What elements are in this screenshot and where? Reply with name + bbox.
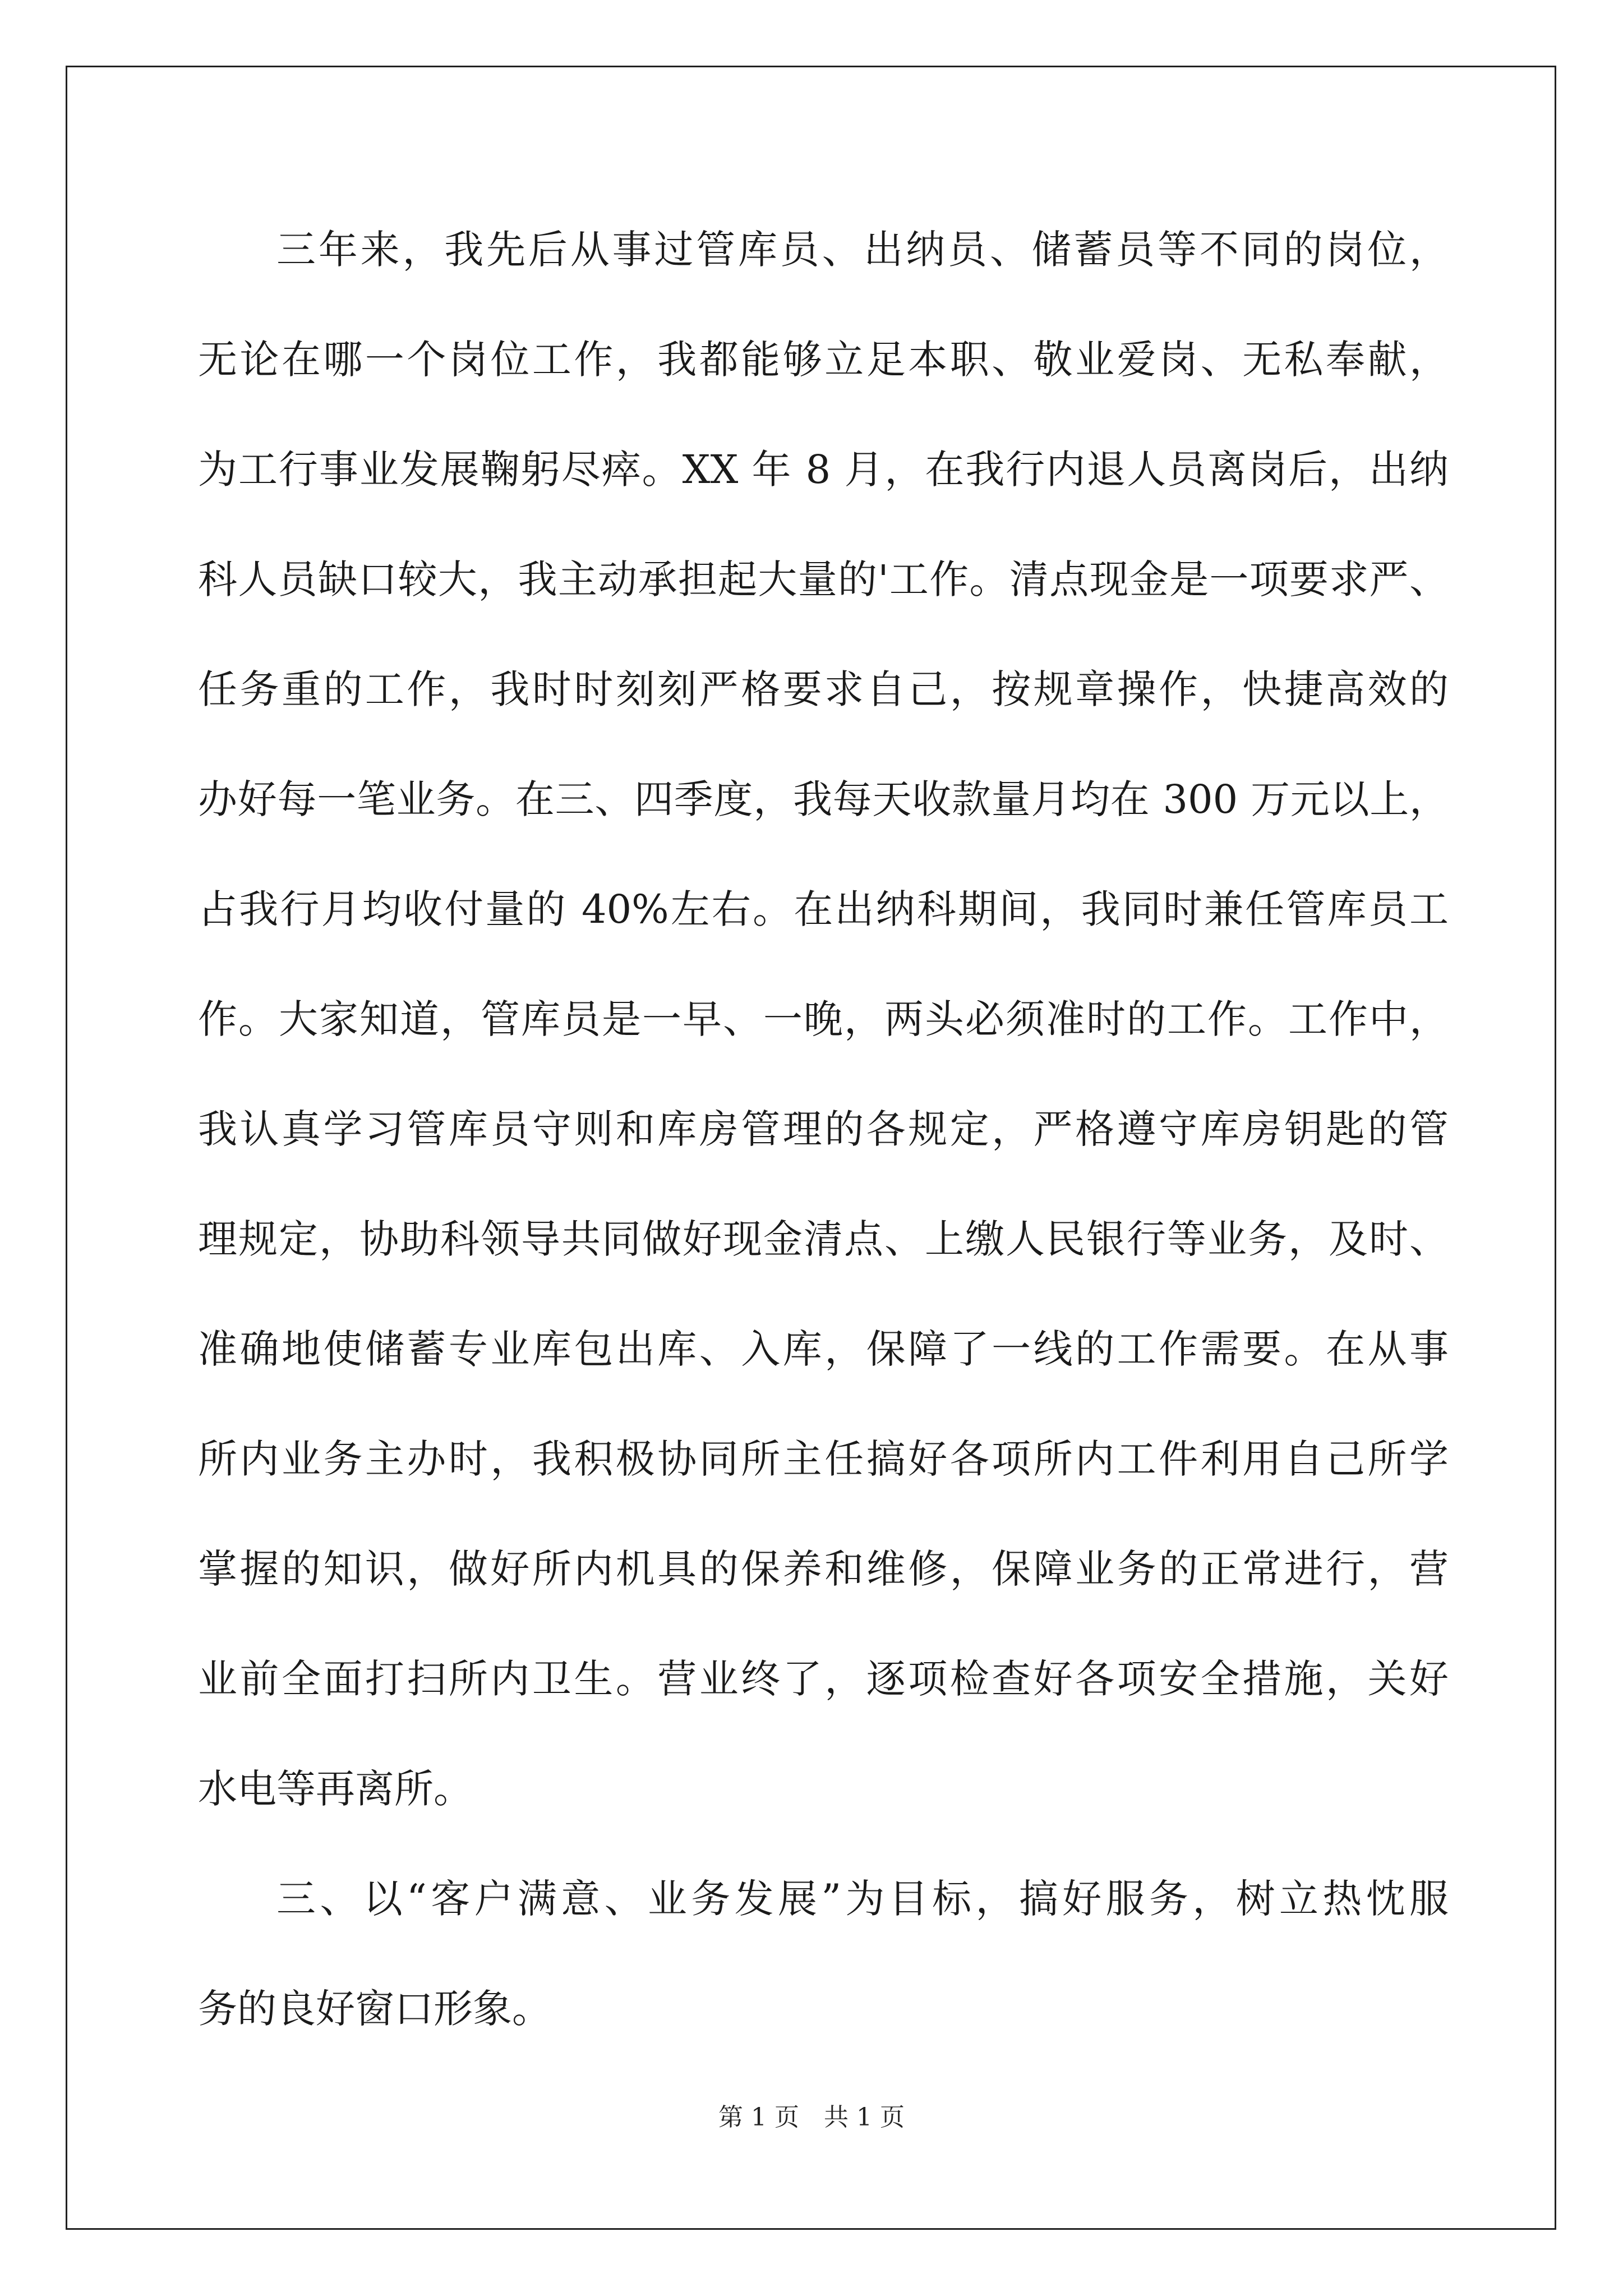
paragraph-2-line-1: 三、以“客户满意、业务发展”为目标，搞好服务，树立热忱服 <box>276 1876 1449 1922</box>
paragraph-1-line-1: 三年来，我先后从事过管库员、出纳员、储蓄员等不同的岗位， <box>276 227 1449 273</box>
paragraph-1-line-5: 任务重的工作，我时时刻刻严格要求自己，按规章操作，快捷高效的 <box>198 666 1449 712</box>
paragraph-1-line-8: 作。大家知道，管库员是一早、一晚，两头必须准时的工作。工作中， <box>198 996 1449 1042</box>
paragraph-1-line-9: 我认真学习管库员守则和库房管理的各规定，严格遵守库房钥匙的管 <box>198 1106 1449 1152</box>
paragraph-1-line-13: 掌握的知识，做好所内机具的保养和维修，保障业务的正常进行，营 <box>198 1546 1449 1592</box>
paragraph-1-line-11: 准确地使储蓄专业库包出库、入库，保障了一线的工作需要。在从事 <box>198 1326 1449 1372</box>
paragraph-1-line-4: 科人员缺口较大，我主动承担起大量的'工作。清点现金是一项要求严、 <box>198 556 1449 602</box>
page-footer <box>0 2101 1623 2134</box>
paragraph-1-line-12: 所内业务主办时，我积极协同所主任搞好各项所内工件利用自己所学 <box>198 1436 1449 1482</box>
paragraph-1-line-3: 为工行事业发展鞠躬尽瘁。XX 年 8 月，在我行内退人员离岗后，出纳 <box>198 447 1449 493</box>
paragraph-1-line-2: 无论在哪一个岗位工作，我都能够立足本职、敬业爱岗、无私奉献， <box>198 337 1449 383</box>
paragraph-2-line-2: 务的良好窗口形象。 <box>198 1986 551 2032</box>
paragraph-1-line-7: 占我行月均收付量的 40%左右。在出纳科期间，我同时兼任管库员工 <box>198 886 1449 932</box>
paragraph-1-line-6: 办好每一笔业务。在三、四季度，我每天收款量月均在 300 万元以上， <box>198 776 1449 822</box>
document-body <box>198 216 1449 2085</box>
paragraph-1-line-10: 理规定，协助科领导共同做好现金清点、上缴人民银行等业务，及时、 <box>198 1216 1449 1262</box>
page-number: 第 1 页 共 1 页 <box>718 2103 905 2132</box>
paragraph-1-line-15: 水电等再离所。 <box>198 1766 473 1812</box>
paragraph-1-line-14: 业前全面打扫所内卫生。营业终了，逐项检查好各项安全措施，关好 <box>198 1656 1449 1702</box>
